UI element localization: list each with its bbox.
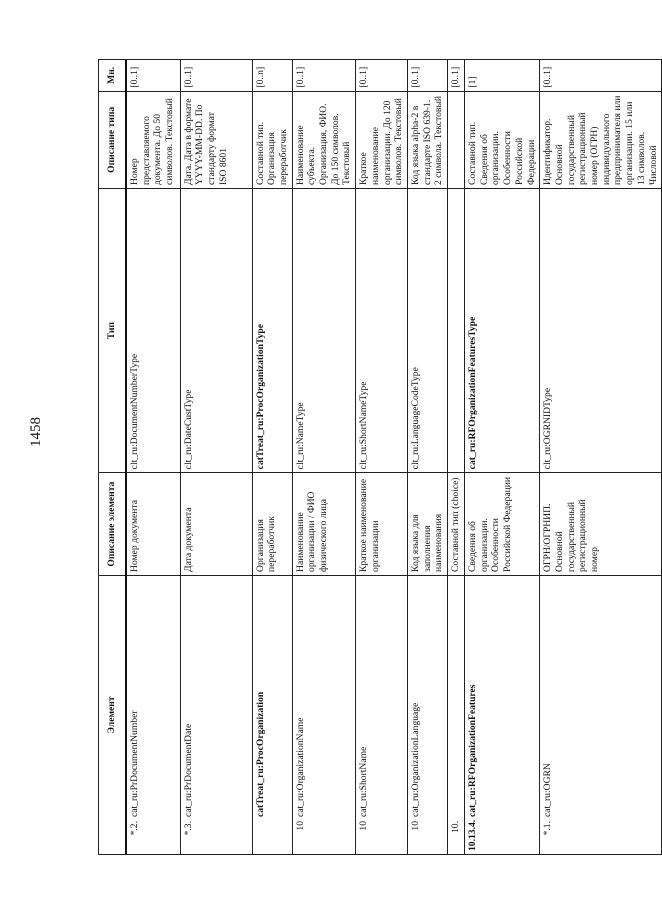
header-type-desc: Описание типа xyxy=(99,91,127,188)
element-name: catTreat_ru:ProcOrganization xyxy=(254,691,266,817)
table-body xyxy=(99,60,662,855)
cell-type-desc: Составной тип. Организация переработчик xyxy=(252,91,292,188)
page-number: 1458 xyxy=(28,417,44,447)
cell-type: clt_ru:LanguageCodeType xyxy=(407,189,447,473)
cell-element xyxy=(448,575,465,854)
cell-element xyxy=(252,575,292,854)
cell-type-desc xyxy=(448,91,465,188)
row-number: 10.13.4. xyxy=(467,819,479,851)
cell-mult: [0..1] xyxy=(356,60,408,92)
row-number: 10 xyxy=(409,821,421,831)
cell-type: cat_ru:RFOrganizationFeaturesType xyxy=(465,189,540,473)
cell-type: catTreat_ru:ProcOrganizationType xyxy=(252,189,292,473)
cell-type-desc: Идентификатор. Основной государственный регистрационный номер (ОГРН) индивидуального предпринимателя или организации. 15 или 13 символов. Числовой xyxy=(540,91,662,188)
element-name: cat_ru:RFOrganizationFeatures xyxy=(467,684,479,817)
element-name: cat_ru:OGRN xyxy=(542,763,554,817)
header-type: Тип xyxy=(99,189,127,473)
row-number: 10. xyxy=(450,821,462,833)
table-row xyxy=(448,60,465,855)
cell-element-desc: Код языка для заполнения наименования xyxy=(407,473,447,576)
element-name: cat_ru:PrDocumentNumber xyxy=(129,710,140,817)
header-row xyxy=(99,60,127,855)
cell-element-desc: Номер документа xyxy=(126,473,180,576)
cell-element xyxy=(180,575,252,854)
cell-type: clt_ru:OGRNIDType xyxy=(540,189,662,473)
table-row xyxy=(126,60,180,855)
cell-element xyxy=(356,575,408,854)
table-row xyxy=(407,60,447,855)
header-element-desc: Описание элемента xyxy=(99,473,127,576)
row-number: *.2. xyxy=(129,821,140,836)
cell-element-desc: Сведения об организации. Особенности Российской Федерации xyxy=(465,473,540,576)
row-number: *.3. xyxy=(182,821,194,836)
cell-type-desc: Дата. Дата в формате YYYY-MM-DD. По стандарту формат ISO 8601 xyxy=(180,91,252,188)
cell-mult: [0..1] xyxy=(448,60,465,92)
cell-mult: [0..1] xyxy=(407,60,447,92)
cell-element-desc: Составной тип (choice) xyxy=(448,473,465,576)
element-name: cat_ru:PrDocumentDate xyxy=(182,723,194,817)
table-row xyxy=(292,60,356,855)
row-number: 10 xyxy=(294,821,306,831)
cell-type-desc: Код языка alpha-2 в стандарте ISO 639-1. 2 символа. Текстовый xyxy=(407,91,447,188)
cell-type: clt_ru:DateCustType xyxy=(180,189,252,473)
cell-mult: [0..1] xyxy=(540,60,662,92)
cell-type: clt_ru:NameType xyxy=(292,189,356,473)
cell-type-desc: Краткое наименование организации. До 120 символов. Текстовый xyxy=(356,91,408,188)
cell-element xyxy=(126,575,180,854)
cell-type-desc: Составной тип. Сведения об организации. Особенности Российской Федерации xyxy=(465,91,540,188)
cell-type-desc: Наименование субъекта. Организация, ФИО. До 150 символов. Текстовый xyxy=(292,91,356,188)
header-element: Элемент xyxy=(99,575,127,854)
cell-element-desc: Организация переработчик xyxy=(252,473,292,576)
row-number: *.1. xyxy=(542,821,554,836)
cell-mult: [0..1] xyxy=(292,60,356,92)
element-table xyxy=(98,59,662,855)
element-name: cat_ru:ShortName xyxy=(358,746,370,817)
cell-element-desc: ОГРН/ОГРНИП. Основной государственный регистрационный номер xyxy=(540,473,662,576)
element-name: cat_ru:OrganizationLanguage xyxy=(409,702,421,817)
cell-element xyxy=(292,575,356,854)
cell-type xyxy=(448,189,465,473)
table-row xyxy=(180,60,252,855)
cell-mult: [0..1] xyxy=(180,60,252,92)
element-name: cat_ru:OrganizationName xyxy=(294,717,306,817)
table-row xyxy=(465,60,540,855)
cell-type: clt_ru:DocumentNumberType xyxy=(126,189,180,473)
table-row xyxy=(356,60,408,855)
cell-element-desc: Краткое наименование организации xyxy=(356,473,408,576)
cell-mult: [0..n] xyxy=(252,60,292,92)
cell-mult: [1] xyxy=(465,60,540,92)
cell-element-desc: Наименование организации / ФИО физического лица xyxy=(292,473,356,576)
cell-type: clt_ru:ShortNameType xyxy=(356,189,408,473)
cell-type-desc: Номер представляемого документа. До 50 символов. Текстовый xyxy=(126,91,180,188)
table-row xyxy=(252,60,292,855)
cell-mult: [0..1] xyxy=(126,60,180,92)
table-row xyxy=(540,60,662,855)
cell-element-desc: Дата документа xyxy=(180,473,252,576)
cell-element xyxy=(407,575,447,854)
header-mult: Мн. xyxy=(99,60,127,92)
cell-element xyxy=(540,575,662,854)
row-number: 10 xyxy=(358,821,370,831)
rotated-table-wrapper xyxy=(98,59,659,855)
cell-element xyxy=(465,575,540,854)
